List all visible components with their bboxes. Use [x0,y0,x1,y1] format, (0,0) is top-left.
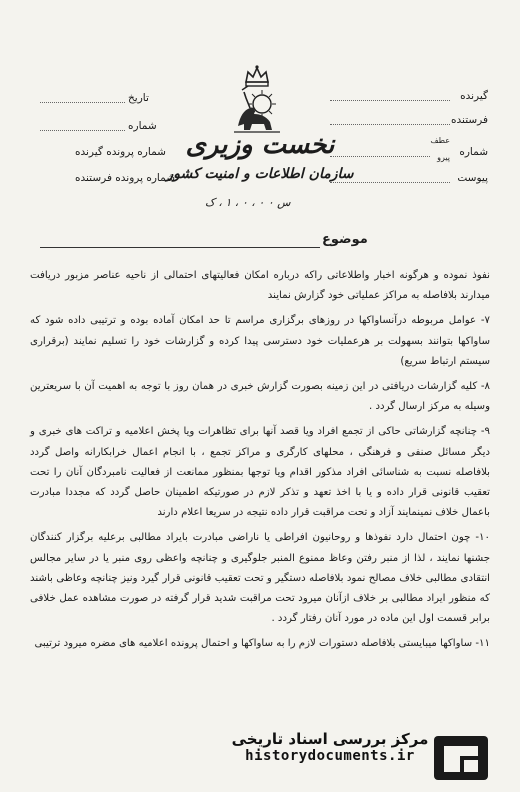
body-paragraph: ۹- چنانچه گزارشاتی حاکی از تجمع افراد ویا قصد آنها برای تظاهرات ویا پخش اعلامیه و تراکت های خبری و دیگر مسائل صنفی و فرهنگی ، محلهای کارگری و مراکز تجمع ، با انجام اعمال خرابکارانه واصل گردد بلافاصله نسبت به شناسائی افراد مذکور اقدام ویا توجها بمنظور ممانعت از فعالیت نامبردگان آنان را تحت تعقیب قانونی قرار داده و یا با اخذ تعهد و تذکر لازم در صورتیکه اطمینان حاصل گردد که مجددا مبادرت باعمال خلاف نمینمایند آزاد و تحت مراقبت قرار داده نتیجه در سریعا اعلام دارند [30,426,490,519]
attachment-label: پیوست [457,172,488,184]
watermark-url: historydocuments.ir [245,748,415,764]
body-paragraph: نفوذ نموده و هرگونه اخبار واطلاعاتی راکه درباره امکان فعالیتهای احتمالی از ناحیه عناصر مزبور دریافت میدارند بلافاصله به مراکز عملیاتی خود گزارش نمایند [30,270,490,302]
letterhead-subtitle: سازمان اطلاعات و امنیت کشور [166,166,354,182]
document-code: س ۰ ۰ ، ۰ ، ۱ ، ک [205,196,291,209]
lion-and-sun-emblem-icon [226,64,288,136]
sender-file-number-label: شماره پرونده فرستنده [75,172,175,184]
number-line [40,130,125,131]
reference-number-label: شماره [459,146,488,158]
recipient-file-number-label: شماره پرونده گیرنده [75,146,166,158]
number-label: شماره [128,120,157,132]
document-body [30,266,490,660]
archive-stamp-icon [430,732,492,784]
body-paragraph: ۱۰- چون احتمال دارد نفوذها و روحانیون افراطی یا ناراضی مبادرت بایراد مطالبی برعلیه برگزار کنندگان جشنها نمایند ، لذا از منبر رفتن وعاظ ممنوع المنبر جلوگیری و چنانچه واعظی روی منبر یا در سایر مجالس انتقادی مطالبی خلاف مصالح نمود بلافاصله دستگیر و تحت تعقیب قانونی قرار گیرد ونیز چنانچه وعاظی باشند که منظور ایراد مطالبی بر خلاف ازآنان میرود تحت مراقبت شدید قرار گرفته در صورت مشاهده عمل خلافی برابر قسمت اول این ماده در مورد آنان رفتار گردد . [30,532,490,625]
letterhead-title: نخست وزیری [185,130,335,160]
recipient-line [330,100,450,101]
subject-line [40,247,320,248]
watermark-title: مرکز بررسی اسناد تاریخی [231,730,429,748]
body-paragraph: ۷- عوامل مربوطه درآنساواکها در روزهای برگزاری مراسم تا حد امکان آماده بوده و ترتیبی داده شود که ساواکها بتوانند بسهولت بر هرعملیات خود دسترسی پیدا کرده و گزارشات خود را تسلیم نمایند (برقراری سیستم ارتباط سریع) [30,315,490,367]
sender-label: فرستنده [451,114,488,126]
body-paragraph: ۸- کلیه گزارشات دریافتی در این زمینه بصورت گزارش خبری در همان روز با توجه به اهمیت آن با سریعترین وسیله به مرکز ارسال گردد . [30,381,490,413]
reference-sub-bottom: پیرو [437,153,450,162]
date-label: تاریخ [128,92,149,104]
date-line [40,102,125,103]
reference-sub-top: عطف [430,136,450,145]
archive-watermark [230,730,430,764]
body-paragraph: ۱۱- ساواکها میبایستی بلافاصله دستورات لازم را به ساواکها و احتمال پرونده اعلامیه های مضره میرود ترتیبی [34,638,490,650]
attachment-line [330,182,450,183]
subject-label: موضوع [322,232,368,247]
recipient-label: گیرنده [460,90,488,102]
sender-line [330,124,450,125]
